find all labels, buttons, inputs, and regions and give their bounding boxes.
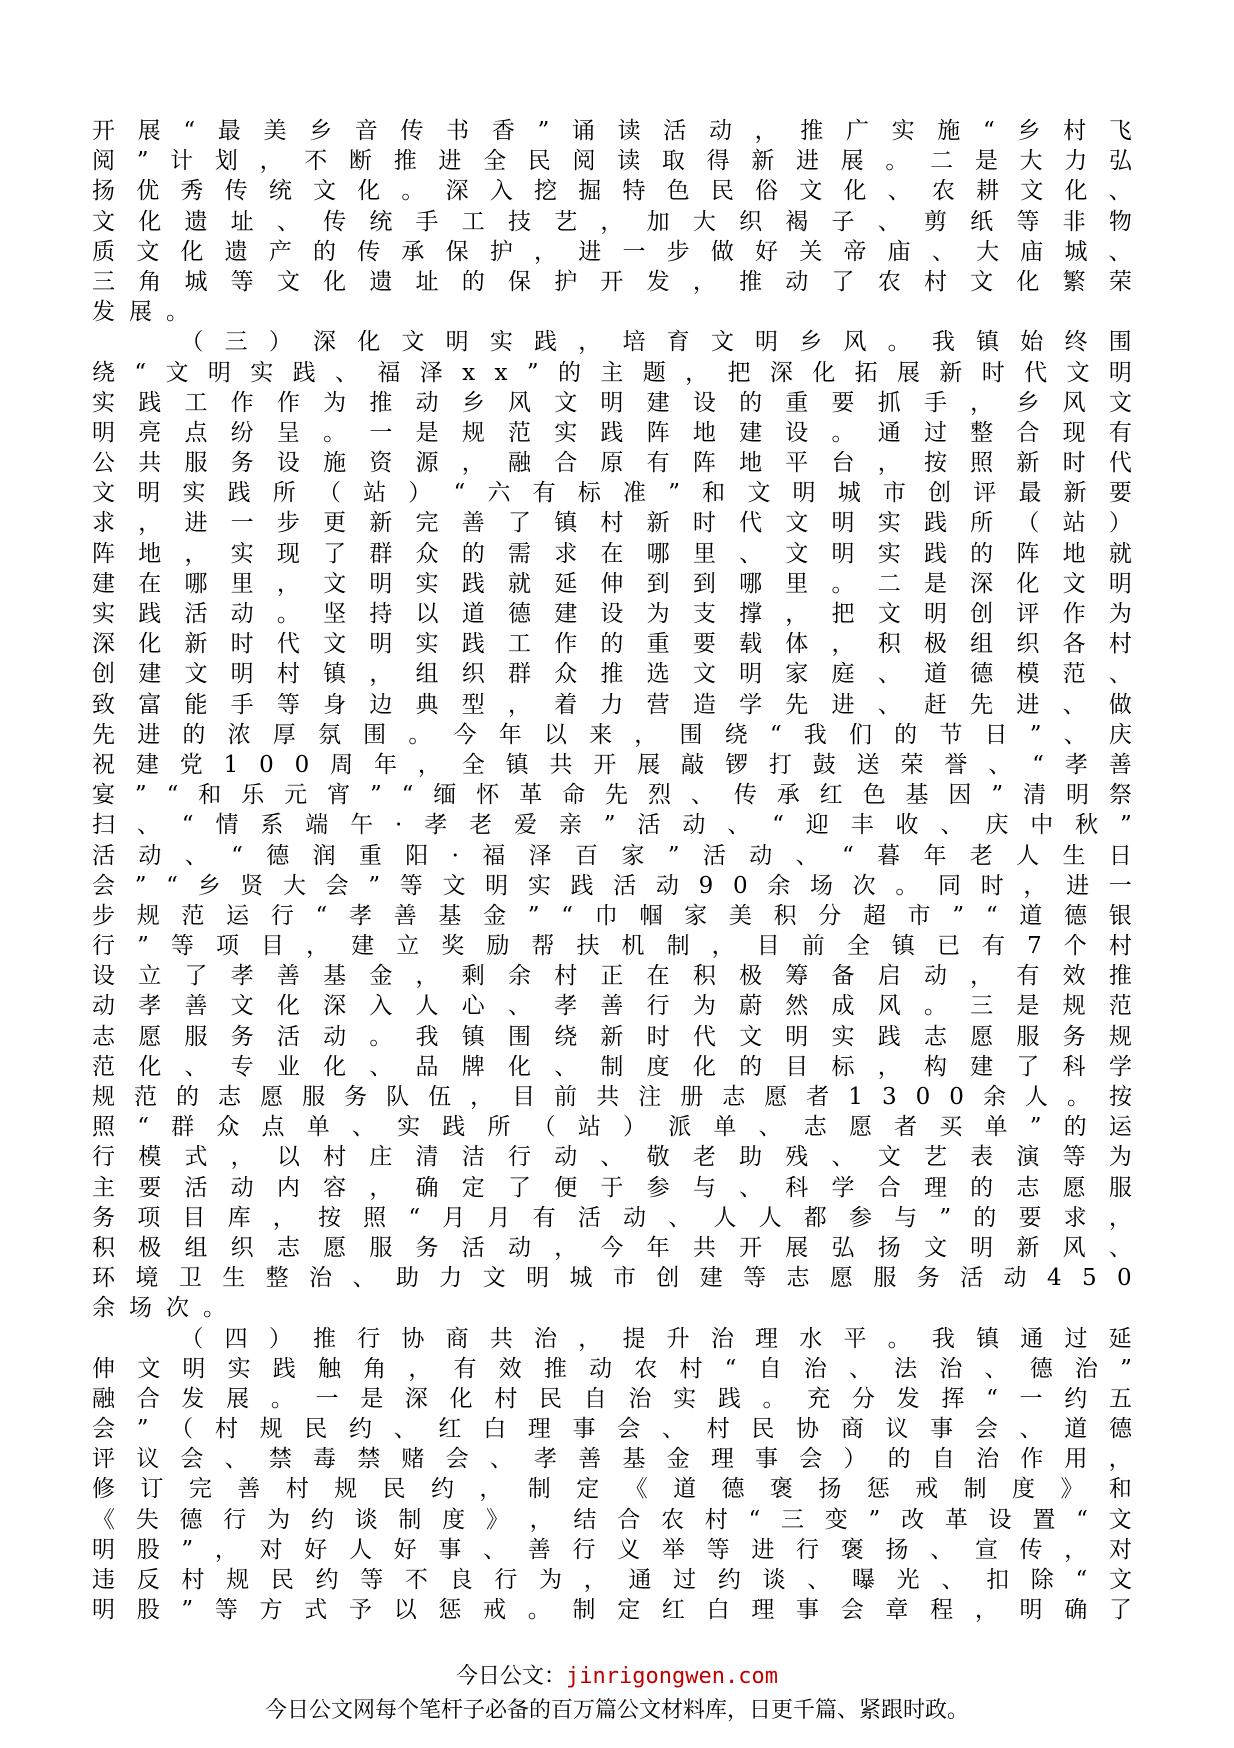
text-line: 积 极 组 织 志 愿 服 务 活 动 ， 今 年 共 开 展 弘 扬 文 明 新 风 、 bbox=[92, 1234, 1132, 1261]
text-line: 志 愿 服 务 活 动 。 我 镇 围 绕 新 时 代 文 明 实 践 志 愿 服 务 规 bbox=[92, 1023, 1132, 1050]
text-line: 行 ” 等 项 目 ， 建 立 奖 励 帮 扶 机 制 ， 目 前 全 镇 已 有 7 个 村 bbox=[92, 933, 1132, 960]
text-line: 文 化 遗 址 、 传 统 手 工 技 艺 ， 加 大 织 褐 子 、 剪 纸 等 非 物 bbox=[92, 208, 1132, 235]
text-line: 阵 地 ， 实 现 了 群 众 的 需 求 在 哪 里 、 文 明 实 践 的 阵 地 就 bbox=[92, 540, 1132, 567]
text-line: 设 立 了 孝 善 基 金 ， 剩 余 村 正 在 积 极 筹 备 启 动 ， 有 效 推 bbox=[92, 963, 1132, 990]
text-line: 公 共 服 务 设 施 资 源 ， 融 合 原 有 阵 地 平 台 ， 按 照 新 时 代 bbox=[92, 450, 1132, 477]
text-line: 会 ” “ 乡 贤 大 会 ” 等 文 明 实 践 活 动 9 0 余 场 次 。 同 时 ， 进 一 bbox=[92, 872, 1132, 899]
text-line: 致 富 能 手 等 身 边 典 型 ， 着 力 营 造 学 先 进 、 赶 先 进 、 做 bbox=[92, 691, 1132, 718]
footer-tagline: 今日公文网每个笔杆子必备的百万篇公文材料库，日更千篇、紧跟时政。 bbox=[264, 1698, 969, 1723]
text-line: 评 议 会 、 禁 毒 禁 赌 会 、 孝 善 基 金 理 事 会 ） 的 自 治 作 用 ， bbox=[92, 1446, 1132, 1473]
text-line: 质 文 化 遗 产 的 传 承 保 护 ， 进 一 步 做 好 关 帝 庙 、 大 庙 城 、 bbox=[92, 238, 1132, 265]
text-line: 建 在 哪 里 ， 文 明 实 践 就 延 伸 到 到 哪 里 。 二 是 深 化 文 明 bbox=[92, 570, 1132, 597]
text-line: 深 化 新 时 代 文 明 实 践 工 作 的 重 要 载 体 ， 积 极 组 织 各 村 bbox=[92, 631, 1132, 658]
text-line: 三 角 城 等 文 化 遗 址 的 保 护 开 发 ， 推 动 了 农 村 文 化 繁 荣 bbox=[92, 268, 1132, 295]
text-line: 违 反 村 规 民 约 等 不 良 行 为 ， 通 过 约 谈 、 曝 光 、 扣 除 “ 文 bbox=[92, 1567, 1132, 1593]
text-line: 会 ” （ 村 规 民 约 、 红 白 理 事 会 、 村 民 协 商 议 事 会 、 道 德 bbox=[92, 1416, 1132, 1443]
text-line: 明 股 ” ， 对 好 人 好 事 、 善 行 义 举 等 进 行 褒 扬 、 宣 传 ， 对 bbox=[92, 1536, 1132, 1563]
text-line: （ 四 ） 推 行 协 商 共 治 ， 提 升 治 理 水 平 。 我 镇 通 过 延 bbox=[180, 1325, 1132, 1352]
text-line: 《 失 德 行 为 约 谈 制 度 》 ， 结 合 农 村 “ 三 变 ” 改 革 设 置 “ 文 bbox=[92, 1506, 1132, 1533]
text-line: 明 股 ” 等 方 式 予 以 惩 戒 。 制 定 红 白 理 事 会 章 程 ， 明 确 了 bbox=[92, 1597, 1132, 1624]
text-line: 阅 ” 计 划 ， 不 断 推 进 全 民 阅 读 取 得 新 进 展 。 二 是 大 力 弘 bbox=[92, 148, 1132, 175]
text-line: 融 合 发 展 。 一 是 深 化 村 民 自 治 实 践 。 充 分 发 挥 “ 一 约 五 bbox=[92, 1385, 1132, 1412]
text-line: 祝 建 党 1 0 0 周 年 ， 全 镇 共 开 展 敲 锣 打 鼓 送 荣 誉 、 “ 孝 善 bbox=[92, 751, 1132, 778]
text-line: （ 三 ） 深 化 文 明 实 践 ， 培 育 文 明 乡 风 。 我 镇 始 终 围 bbox=[180, 329, 1132, 356]
text-line: 绕 “ 文 明 实 践 、 福 泽 x x ” 的 主 题 ， 把 深 化 拓 展 新 时 代 文 明 bbox=[92, 359, 1132, 386]
text-line: 主 要 活 动 内 容 ， 确 定 了 便 于 参 与 、 科 学 合 理 的 志 愿 服 bbox=[92, 1174, 1132, 1201]
text-line: 创 建 文 明 村 镇 ， 组 织 群 众 推 选 文 明 家 庭 、 道 德 模 范 、 bbox=[92, 661, 1132, 688]
text-line: 动 孝 善 文 化 深 入 人 心 、 孝 善 行 为 蔚 然 成 风 。 三 是 规 范 bbox=[92, 993, 1132, 1020]
text-line: 步 规 范 运 行 “ 孝 善 基 金 ” “ 巾 帼 家 美 积 分 超 市 ” “ 道 德 银 bbox=[92, 902, 1132, 929]
text-line: 余场次。 bbox=[92, 1295, 240, 1322]
text-line: 环 境 卫 生 整 治 、 助 力 文 明 城 市 创 建 等 志 愿 服 务 活 动 4 5 0 bbox=[92, 1265, 1132, 1292]
footer-source bbox=[0, 1659, 1234, 1690]
footer-site-link[interactable]: jinrigongwen.com bbox=[566, 1664, 778, 1689]
text-line: 明 亮 点 纷 呈 。 一 是 规 范 实 践 阵 地 建 设 。 通 过 整 合 现 有 bbox=[92, 419, 1132, 446]
text-line: 实 践 工 作 作 为 推 动 乡 风 文 明 建 设 的 重 要 抓 手 ， 乡 风 文 bbox=[92, 389, 1132, 416]
text-line: 宴 ” “ 和 乐 元 宵 ” “ 缅 怀 革 命 先 烈 、 传 承 红 色 基 因 ” 清 明 祭 bbox=[92, 782, 1132, 809]
text-line: 发展。 bbox=[92, 299, 203, 326]
text-line: 开 展 “ 最 美 乡 音 传 书 香 ” 诵 读 活 动 ， 推 广 实 施 “ 乡 村 飞 bbox=[92, 118, 1132, 144]
text-line: 文 明 实 践 所 （ 站 ） “ 六 有 标 准 ” 和 文 明 城 市 创 评 最 新 要 bbox=[92, 480, 1132, 507]
text-line: 实 践 活 动 。 坚 持 以 道 德 建 设 为 支 撑 ， 把 文 明 创 评 作 为 bbox=[92, 601, 1132, 627]
text-line: 伸 文 明 实 践 触 角 ， 有 效 推 动 农 村 “ 自 治 、 法 治 、 德 治 ” bbox=[92, 1355, 1132, 1382]
footer-source-label: 今日公文： bbox=[456, 1664, 567, 1689]
text-line: 活 动 、 “ 德 润 重 阳 · 福 泽 百 家 ” 活 动 、 “ 暮 年 老 人 生 日 bbox=[92, 842, 1132, 869]
text-line: 修 订 完 善 村 规 民 约 ， 制 定 《 道 德 褒 扬 惩 戒 制 度 》 和 bbox=[92, 1476, 1132, 1503]
body-text bbox=[92, 116, 1132, 1625]
text-line: 行 模 式 ， 以 村 庄 清 洁 行 动 、 敬 老 助 残 、 文 艺 表 演 等 为 bbox=[92, 1144, 1132, 1171]
text-line: 规 范 的 志 愿 服 务 队 伍 ， 目 前 共 注 册 志 愿 者 1 3 0 0 余 人 。 按 bbox=[92, 1084, 1132, 1110]
text-line: 求 ， 进 一 步 更 新 完 善 了 镇 村 新 时 代 文 明 实 践 所 （ 站 ） bbox=[92, 510, 1132, 537]
text-line: 扬 优 秀 传 统 文 化 。 深 入 挖 掘 特 色 民 俗 文 化 、 农 耕 文 化 、 bbox=[92, 178, 1132, 205]
text-line: 照 “ 群 众 点 单 、 实 践 所 （ 站 ） 派 单 、 志 愿 者 买 单 ” 的 运 bbox=[92, 1114, 1132, 1141]
text-line: 务 项 目 库 ， 按 照 “ 月 月 有 活 动 、 人 人 都 参 与 ” 的 要 求 ， bbox=[92, 1204, 1132, 1231]
text-line: 先 进 的 浓 厚 氛 围 。 今 年 以 来 ， 围 绕 “ 我 们 的 节 日 ” 、 庆 bbox=[92, 721, 1132, 748]
text-line: 扫 、 “ 情 系 端 午 · 孝 老 爱 亲 ” 活 动 、 “ 迎 丰 收 、 庆 中 秋 ” bbox=[92, 812, 1132, 839]
text-line: 范 化 、 专 业 化 、 品 牌 化 、 制 度 化 的 目 标 ， 构 建 了 科 学 bbox=[92, 1053, 1132, 1080]
